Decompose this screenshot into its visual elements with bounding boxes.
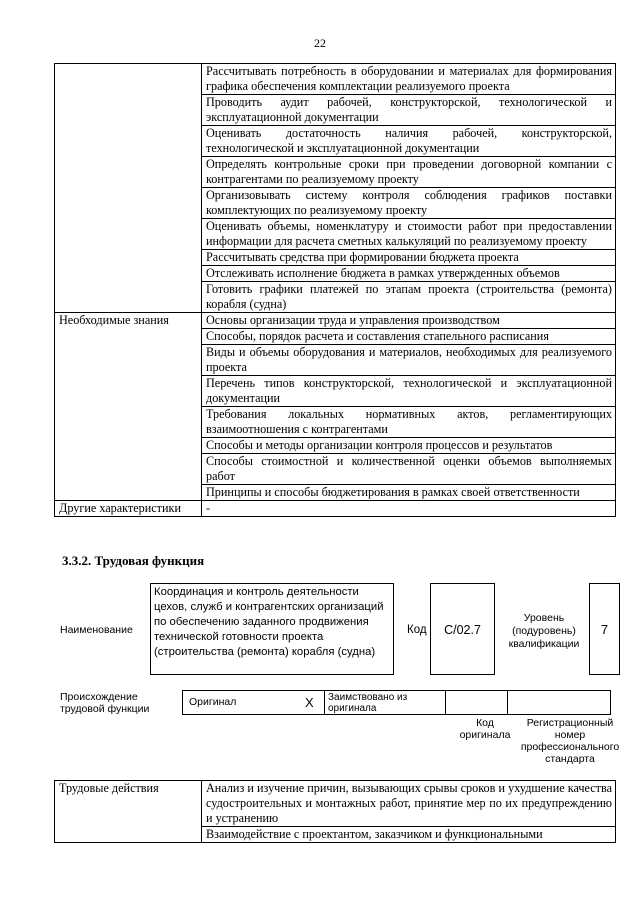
page-number: 22 (314, 36, 326, 50)
qualification-level-box: 7 (589, 583, 620, 675)
table-cell-text: Перечень типов конструкторской, технологической и эксплуатационной документации (202, 376, 616, 407)
code-label: Код (407, 624, 427, 636)
original-code-label: Код оригинала (459, 717, 511, 741)
origin-label: Происхождение трудовой функции (60, 691, 150, 715)
borrowed-label: Заимствовано из оригинала (324, 690, 446, 715)
table-cell-text: Рассчитывать потребность в оборудовании и материалах для формирования графика обеспечения комплектации реализуемого проекта (202, 64, 616, 95)
table-cell-text: Определять контрольные сроки при проведении договорной компании с контрагентами по реализуемому проекту (202, 157, 616, 188)
table-cell-text: Принципы и способы бюджетирования в рамках своей ответственности (202, 485, 616, 501)
skills-knowledge-table (54, 63, 616, 517)
labor-actions-table (54, 780, 616, 843)
registration-number-cell (507, 690, 611, 715)
name-label: Наименование (60, 624, 133, 636)
table-row (55, 781, 616, 827)
table-cell-text: Требования локальных нормативных актов, регламентирующих взаимоотношения с контрагентами (202, 407, 616, 438)
section-heading: 3.3.2. Трудовая функция (62, 553, 205, 568)
table-cell-text: Проводить аудит рабочей, конструкторской, технологической и эксплуатационной документации (202, 95, 616, 126)
required-knowledge-label: Необходимые знания (55, 313, 202, 501)
table-cell-text: - (202, 501, 616, 517)
table-cell-text: Оценивать объемы, номенклатуру и стоимости работ при предоставлении информации для расчета сметных калькуляций по реализуемому проекту (202, 219, 616, 250)
table-cell-text: Оценивать достаточность наличия рабочей, конструкторской, технологической и эксплуатационной документации (202, 126, 616, 157)
qualification-level-label: Уровень (подуровень) квалификации (508, 612, 580, 650)
original-label: Оригинал (189, 696, 237, 708)
table-cell-text: Виды и объемы оборудования и материалов, необходимых для реализуемого проекта (202, 345, 616, 376)
table-cell-text: Рассчитывать средства при формировании бюджета проекта (202, 250, 616, 266)
other-characteristics-label: Другие характеристики (55, 501, 202, 517)
function-name-box: Координация и контроль деятельности цехов, служб и контрагентских организаций по обеспечению заданного продвижения технической готовности проекта (строительства (ремонта) корабля (судна) (150, 583, 394, 675)
function-code-box: C/02.7 (430, 583, 495, 675)
table-cell-text: Способы, порядок расчета и составления стапельного расписания (202, 329, 616, 345)
table-cell-text: Способы стоимостной и количественной оценки объемов выполняемых работ (202, 454, 616, 485)
origin-row (183, 690, 611, 715)
table-cell-text: Способы и методы организации контроля процессов и результатов (202, 438, 616, 454)
table-cell-text: Организовывать систему контроля соблюдения графиков поставки комплектующих по реализуемому проекту (202, 188, 616, 219)
table-cell-label (55, 64, 202, 313)
table-row (55, 313, 616, 329)
labor-actions-label: Трудовые действия (55, 781, 202, 843)
table-cell-text: Анализ и изучение причин, вызывающих срывы сроков и ухудшение качества судостроительных и монтажных работ, принятие мер по их предупреждению и устранению (202, 781, 616, 827)
table-cell-text: Основы организации труда и управления производством (202, 313, 616, 329)
table-cell-text: Готовить графики платежей по этапам проекта (строительства (ремонта) корабля (судна) (202, 282, 616, 313)
original-mark: X (305, 695, 314, 710)
table-cell-text: Взаимодействие с проектантом, заказчиком и функциональными (202, 827, 616, 843)
table-row (55, 501, 616, 517)
registration-number-label: Регистрационный номер профессионального стандарта (520, 717, 620, 765)
original-cell (182, 690, 325, 715)
table-row (55, 64, 616, 95)
table-cell-text: Отслеживать исполнение бюджета в рамках утвержденных объемов (202, 266, 616, 282)
original-code-cell (445, 690, 508, 715)
